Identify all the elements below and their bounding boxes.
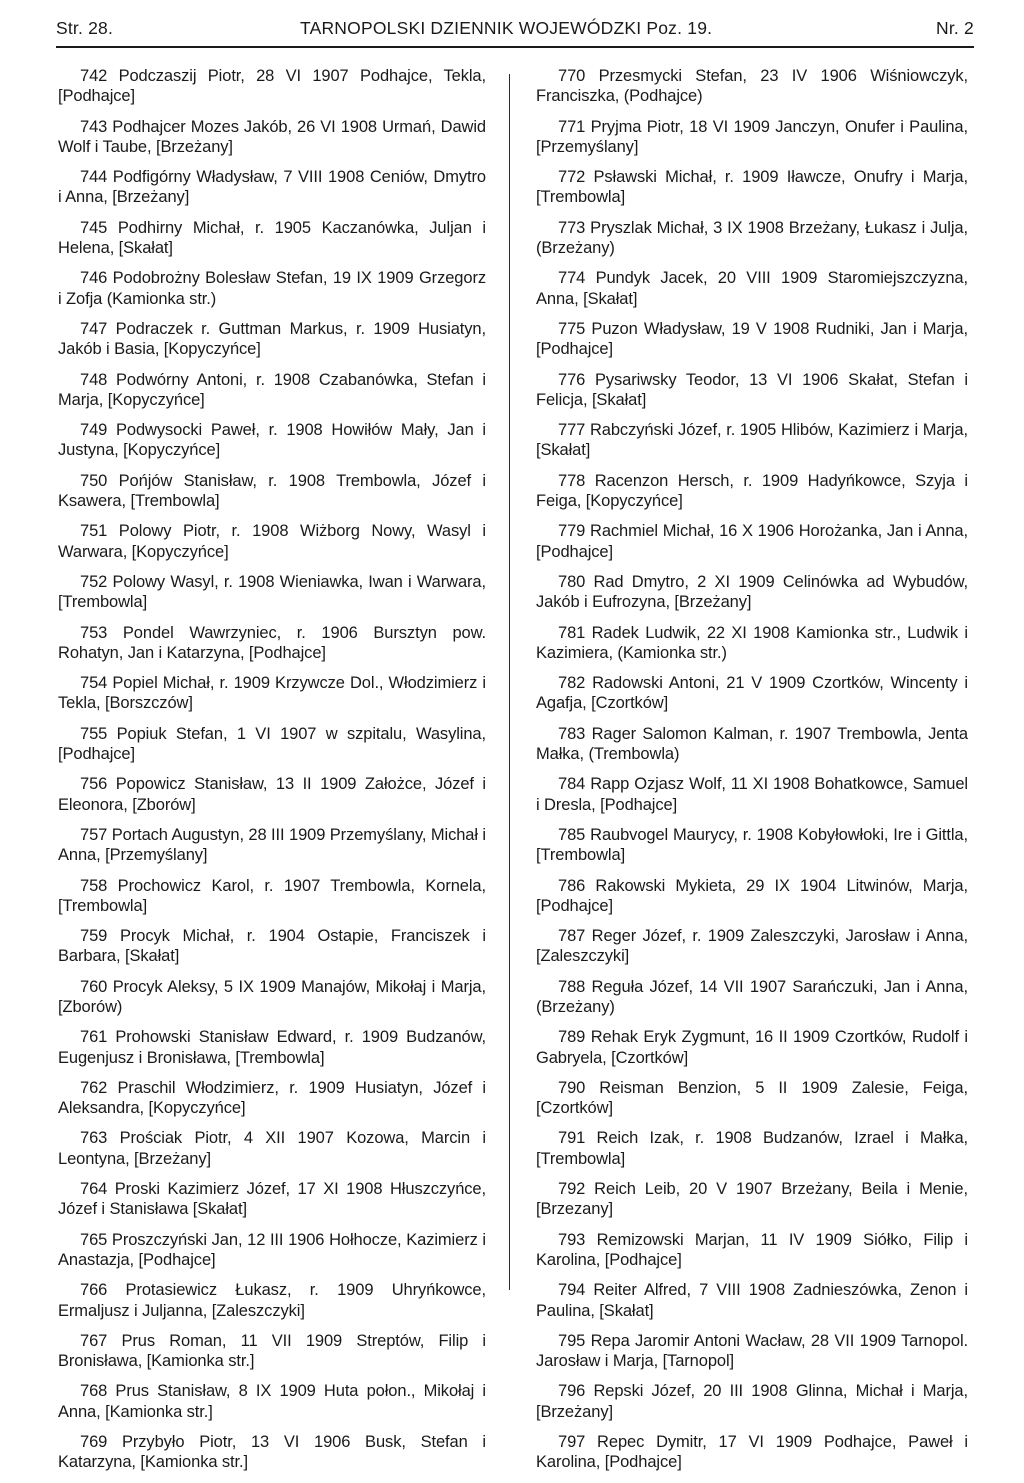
- register-entry: 794 Reiter Alfred, 7 VIII 1908 Zadnieszówka, Zenon i Paulina, [Skałat]: [536, 1281, 968, 1320]
- register-entry: 745 Podhirny Michał, r. 1905 Kaczanówka, Juljan i Helena, [Skałat]: [58, 218, 486, 258]
- journal-title: TARNOPOLSKI DZIENNIK WOJEWÓDZKI Poz. 19.: [300, 18, 713, 38]
- register-entry: 788 Reguła Józef, 14 VII 1907 Sarańczuki, Jan i Anna, (Brzeżany): [536, 977, 968, 1016]
- register-entry: 777 Rabczyński Józef, r. 1905 Hlibów, Kazimierz i Marja, [Skałat]: [536, 421, 968, 460]
- register-entry: 757 Portach Augustyn, 28 III 1909 Przemyślany, Michał i Anna, [Przemyślany]: [58, 825, 486, 865]
- register-entry: 771 Pryjma Piotr, 18 VI 1909 Janczyn, Onufer i Paulina, [Przemyślany]: [536, 117, 968, 156]
- register-entry: 784 Rapp Ozjasz Wolf, 11 XI 1908 Bohatkowce, Samuel i Dresla, [Podhajce]: [536, 775, 968, 814]
- register-entry: 752 Polowy Wasyl, r. 1908 Wieniawka, Iwan i Warwara, [Trembowla]: [58, 572, 486, 612]
- register-entry: 780 Rad Dmytro, 2 XI 1909 Celinówka ad Wybudów, Jakób i Eufrozyna, [Brzeżany]: [536, 572, 968, 612]
- register-entry: 776 Pysariwsky Teodor, 13 VI 1906 Skałat, Stefan i Felicja, [Skałat]: [536, 370, 968, 409]
- register-entry: 795 Repa Jaromir Antoni Wacław, 28 VII 1909 Tarnopol. Jarosław i Marja, [Tarnopol]: [536, 1331, 968, 1371]
- register-entry: 792 Reich Leib, 20 V 1907 Brzeżany, Beila i Menie, [Brzezany]: [536, 1180, 968, 1219]
- register-entry: 759 Procyk Michał, r. 1904 Ostapie, Franciszek i Barbara, [Skałat]: [58, 927, 486, 966]
- register-entry: 791 Reich Izak, r. 1908 Budzanów, Izrael i Małka, [Trembowla]: [536, 1129, 968, 1168]
- register-entry: 750 Pońjów Stanisław, r. 1908 Trembowla, Józef i Ksawera, [Trembowla]: [58, 471, 486, 511]
- column-divider: [509, 74, 510, 1290]
- register-entry: 786 Rakowski Mykieta, 29 IX 1904 Litwinów, Marja, [Podhajce]: [536, 876, 968, 915]
- right-column: [536, 66, 968, 1483]
- page-number: Str. 28.: [56, 18, 114, 38]
- left-column: [58, 66, 486, 1483]
- register-entry: 744 Podfigórny Władysław, 7 VIII 1908 Ceniów, Dmytro i Anna, [Brzeżany]: [58, 168, 486, 207]
- register-entry: 756 Popowicz Stanisław, 13 II 1909 Założce, Józef i Eleonora, [Zborów]: [58, 775, 486, 814]
- register-entry: 796 Repski Józef, 20 III 1908 Glinna, Michał i Marja, [Brzeżany]: [536, 1382, 968, 1421]
- register-entry: 769 Przybyło Piotr, 13 VI 1906 Busk, Stefan i Katarzyna, [Kamionka str.]: [58, 1433, 486, 1472]
- register-entry: 760 Procyk Aleksy, 5 IX 1909 Manajów, Mikołaj i Marja, [Zborów): [58, 977, 486, 1016]
- register-entry: 763 Prościak Piotr, 4 XII 1907 Kozowa, Marcin i Leontyna, [Brzeżany]: [58, 1129, 486, 1168]
- register-entry: 782 Radowski Antoni, 21 V 1909 Czortków, Wincenty i Agafja, [Czortków]: [536, 674, 968, 713]
- register-entry: 761 Prohowski Stanisław Edward, r. 1909 Budzanów, Eugenjusz i Bronisława, [Trembowla]: [58, 1028, 486, 1067]
- register-entry: 764 Proski Kazimierz Józef, 17 XI 1908 Hłuszczyńce, Józef i Stanisława [Skałat]: [58, 1180, 486, 1219]
- register-entry: 770 Przesmycki Stefan, 23 IV 1906 Wiśniowczyk, Franciszka, (Podhajce): [536, 67, 968, 106]
- register-entry: 789 Rehak Eryk Zygmunt, 16 II 1909 Czortków, Rudolf i Gabryela, [Czortków]: [536, 1028, 968, 1067]
- register-entry: 755 Popiuk Stefan, 1 VI 1907 w szpitalu, Wasylina, [Podhajce]: [58, 724, 486, 764]
- register-entry: 762 Praschil Włodzimierz, r. 1909 Husiatyn, Józef i Aleksandra, [Kopyczyńce]: [58, 1078, 486, 1118]
- register-entry: 768 Prus Stanisław, 8 IX 1909 Huta połon., Mikołaj i Anna, [Kamionka str.]: [58, 1382, 486, 1421]
- register-entry: 751 Polowy Piotr, r. 1908 Wiżborg Nowy, Wasyl i Warwara, [Kopyczyńce]: [58, 522, 486, 561]
- register-entry: 753 Pondel Wawrzyniec, r. 1906 Bursztyn pow. Rohatyn, Jan i Katarzyna, [Podhajce]: [58, 623, 486, 662]
- register-entry: 766 Protasiewicz Łukasz, r. 1909 Uhryńkowce, Ermaljusz i Juljanna, [Zaleszczyki]: [58, 1281, 486, 1320]
- register-entry: 748 Podwórny Antoni, r. 1908 Czabanówka, Stefan i Marja, [Kopyczyńce]: [58, 370, 486, 409]
- register-entry: 754 Popiel Michał, r. 1909 Krzywcze Dol., Włodzimierz i Tekla, [Borszczów]: [58, 674, 486, 713]
- register-entry: 749 Podwysocki Paweł, r. 1908 Howiłów Mały, Jan i Justyna, [Kopyczyńce]: [58, 421, 486, 460]
- register-entry: 779 Rachmiel Michał, 16 X 1906 Horożanka, Jan i Anna, [Podhajce]: [536, 522, 968, 561]
- issue-number: Nr. 2: [936, 18, 974, 38]
- register-entry: 787 Reger Józef, r. 1909 Zaleszczyki, Jarosław i Anna, [Zaleszczyki]: [536, 927, 968, 966]
- register-entry: 758 Prochowicz Karol, r. 1907 Trembowla, Kornela, [Trembowla]: [58, 876, 486, 915]
- register-entry: 797 Repec Dymitr, 17 VI 1909 Podhajce, Paweł i Karolina, [Podhajce]: [536, 1433, 968, 1472]
- register-entry: 767 Prus Roman, 11 VII 1909 Streptów, Filip i Bronisława, [Kamionka str.]: [58, 1331, 486, 1371]
- register-entry: 746 Podobrożny Bolesław Stefan, 19 IX 1909 Grzegorz i Zofja (Kamionka str.): [58, 269, 486, 308]
- page-header: [56, 16, 974, 48]
- register-entry: 747 Podraczek r. Guttman Markus, r. 1909 Husiatyn, Jakób i Basia, [Kopyczyńce]: [58, 319, 486, 359]
- register-entry: 773 Pryszlak Michał, 3 IX 1908 Brzeżany, Łukasz i Julja, (Brzeżany): [536, 218, 968, 258]
- register-entry: 742 Podczaszij Piotr, 28 VI 1907 Podhajce, Tekla, [Podhajce]: [58, 67, 486, 106]
- register-entry: 774 Pundyk Jacek, 20 VIII 1909 Staromiejszczyzna, Anna, [Skałat]: [536, 269, 968, 308]
- register-entry: 772 Psławski Michał, r. 1909 Iławcze, Onufry i Marja, [Trembowla]: [536, 168, 968, 207]
- register-entry: 790 Reisman Benzion, 5 II 1909 Zalesie, Feiga, [Czortków]: [536, 1078, 968, 1118]
- register-entry: 785 Raubvogel Maurycy, r. 1908 Kobyłowłoki, Ire i Gittla, [Trembowla]: [536, 825, 968, 865]
- register-entry: 778 Racenzon Hersch, r. 1909 Hadyńkowce, Szyja i Feiga, [Kopyczyńce]: [536, 471, 968, 511]
- register-entry: 765 Proszczyński Jan, 12 III 1906 Hołhocze, Kazimierz i Anastazja, [Podhajce]: [58, 1230, 486, 1269]
- register-entry: 783 Rager Salomon Kalman, r. 1907 Trembowla, Jenta Małka, (Trembowla): [536, 724, 968, 764]
- register-entry: 781 Radek Ludwik, 22 XI 1908 Kamionka str., Ludwik i Kazimiera, (Kamionka str.): [536, 623, 968, 662]
- register-entry: 775 Puzon Władysław, 19 V 1908 Rudniki, Jan i Marja, [Podhajce]: [536, 319, 968, 359]
- register-entry: 793 Remizowski Marjan, 11 IV 1909 Siółko, Filip i Karolina, [Podhajce]: [536, 1230, 968, 1269]
- register-entry: 743 Podhajcer Mozes Jakób, 26 VI 1908 Urmań, Dawid Wolf i Taube, [Brzeżany]: [58, 117, 486, 156]
